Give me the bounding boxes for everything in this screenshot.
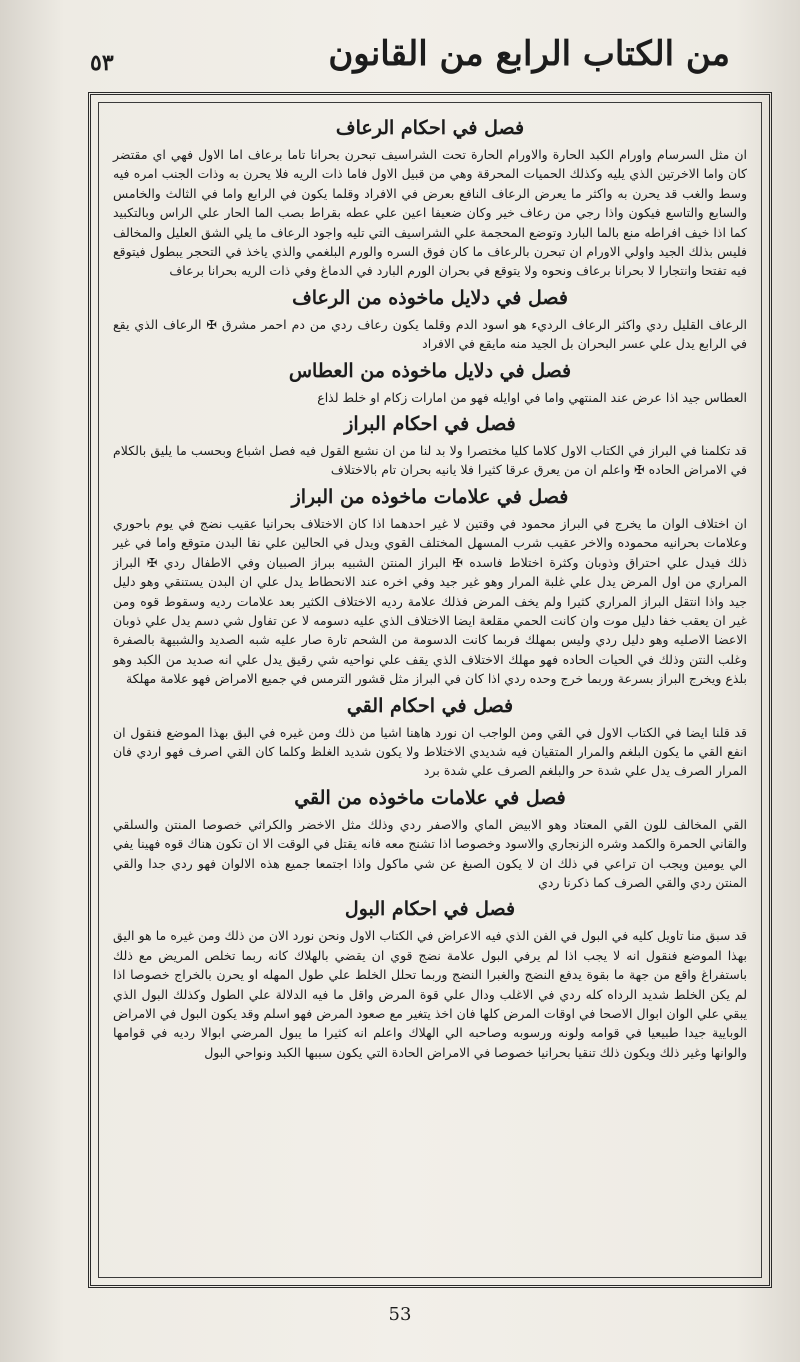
page-number: ٥٣ xyxy=(90,50,114,76)
section-heading: فصل في دلايل ماخوذه من العطاس xyxy=(288,359,572,382)
section-stool-signs xyxy=(113,484,747,689)
section-stool-rulings xyxy=(113,411,747,480)
section-heading: فصل في احكام البراز xyxy=(344,413,516,436)
running-head xyxy=(90,22,770,92)
section-paragraph: ان اختلاف الوان ما يخرج في البراز محمود في وقتين لا غير احدهما اذا كان الاختلاف بحرانيا عقيب نضج في يوم باحوري وعلامات بحرانيه محموده والاخر عقيب شرب المسهل المختلف القوي ويدل في الحالين علي نقا البدن متوقع واما في غير ذلك فيدل علي احتراق وذوبان وكثرة اختلاط فاسده ✠ البراز المنتن الشبيه ببراز الصبيان وفي الاطفال ردي ✠ البراز المراري من اول المرض يدل علي غلبة المرار وهو غير جيد وفي اخره عند الانحطاط يدل علي ان البدن يستنقي وهو دليل جيد واذا انتقل البراز المراري كثيرا ولم يخف المرض فذلك علامة رديه الاختلاف الكثير بعد علامات رديه وسقوط قوه ومن غير ان يعقب خفا دليل موت وان كانت الحمي مقلعة ايضا الاختلاف الذي عليه دسومه لا عن تفاول شي دسم يدل علي ذوبان الاعضا الاصليه وهو دليل ردي وليس بمهلك فربما كانت الدسومة من الشحم تارة صار عليه شبه الصديد والشبيهة بالصفرة وغلب النتن وذلك في الحيات الحاده فهو مهلك الاختلاف الذي يقف علي نواحيه شي رقيق يدل علي انه صديد من الكبد وهو بلذع ويخرج البراز بسرعة وربما خرج وحده ردي اذا كان في البراز مثل قشور الترمس في جميع الامراض فهو علامة مهلكة xyxy=(113,515,747,687)
section-paragraph: القي المخالف للون القي المعتاد وهو الابيض الماي والاصفر ردي وذلك مثل الاخضر والكراثي خصوصا المنتن والسلقي والقاني الحمرة والكمد وشره الزنجاري والاسود وخصوصا اذا تشنج معه فانه يقتل في الوقت الا ان تكون هناك قوه فهينا يفي الي يومين ويجب ان تراعي في ذلك ان لا يكون الصبغ عن شي ماكول واذا اجتمعا جميع هذه الالوان فهو ردي جدا والقي المنتن ردي والقي الصرف كما ذكرنا ردي xyxy=(113,816,747,890)
section-heading: فصل في احكام القي xyxy=(346,694,514,717)
section-paragraph: العطاس جيد اذا عرض عند المنتهي واما في اوايله فهو من امارات زكام او خلط لذاع xyxy=(317,389,747,405)
section-heading: فصل في علامات ماخوذه من القي xyxy=(294,786,566,809)
section-heading: فصل في احكام الرعاف xyxy=(335,117,525,139)
section-paragraph: قد قلنا ايضا في الكتاب الاول في القي ومن الواجب ان نورد هاهنا اشيا من ذلك ومن غيره في البق بهذا الموضع فنقول ان انفع القي ما يكون البلغم والمرار المتقيان فيه شديدي الاختلاط ولا يكون شديد الغلظ وكلما كان القي اصرف فهو اردي فان المرار الصرف يدل علي شدة حر والبلغم الصرف علي شدة برد xyxy=(113,724,747,779)
section-heading: فصل في علامات ماخوذه من البراز xyxy=(291,485,569,508)
section-nosebleed-signs xyxy=(113,285,747,354)
section-vomit-signs xyxy=(113,785,747,893)
section-nosebleed-rulings xyxy=(113,115,747,281)
section-heading: فصل في دلايل ماخوذه من الرعاف xyxy=(292,286,568,309)
section-paragraph: قد تكلمنا في البراز في الكتاب الاول كلاما كليا مختصرا ولا بد لنا من ان نشبع القول فيه فصل اشباع وبحسب ما يليق بالكلام في الامراض الحاده ✠ واعلم ان من يعرق عرقا كثيرا فلا يانيه بحران تام بالاختلاف xyxy=(113,443,747,478)
section-sneezing-signs xyxy=(113,358,747,407)
section-paragraph: قد سبق منا تاويل كليه في البول في الفن الذي فيه الاعراض في الكتاب الاول ونحن نورد الان من ذلك ومن غيره ما هو اليق بهذا الموضع فنقول انه لا يجب اذا لم يرفي البول علامة نضج قوي ان يقضي بالهلاك كانه ربما تخلص المريض مع ذلك باستفراغ واقع من جهة ما بقوة يدفع النضج والغبرا النضج وربما تحلل الخلط علي طول المهله او يحرن بالخراج خصوصا اذا لم يكن الخلط شديد الرداه كله ردي في الاغلب ودال علي قوة المرض واقل ما فيه الدلالة علي الطول وكذلك البول الذي يبقي علي الوان ابوال الاصحا في اوقات المرض كلها فان اخذ يتغير مع صعود المرض فهو اسلم وقد يكون البول في الامراض الوبايية جيدا طبيعيا في قوامه ولونه ورسوبه وصاحبه الي الهلاك واعلم انه كثيرا ما يبول المرضي ابوالا رديه في قوامها والوانها وغير ذلك ويكون ذلك تنقيا بحرانيا خصوصا في الامراض الحادة التي يكون سببها الكبد ونواحي البول xyxy=(113,928,747,1060)
section-vomit-rulings xyxy=(113,693,747,781)
section-urine-rulings xyxy=(113,896,747,1062)
page-title: من الكتاب الرابع من القانون xyxy=(328,34,730,74)
section-paragraph: ان مثل السرسام واورام الكبد الحارة والاورام الحارة تحت الشراسيف تبحرن بحرانا تاما برعاف اما الاول فهي اي مقتضر كان واما الاخرتين الذي يليه وكذلك الحميات المحرقة وهي من قبيل الاول فاما ذات الريه فلا يحرن به وذات الجنب امره فيه وسط والغب قد يحرن به واكثر ما يعرض الرعاف النافع بعرض في الافراد وقلما يكون في الرابع واما في الثالث والخامس والسابع والتاسع فيكون واذا رجي من رعاف خير وكان ضعيفا اعين علي عطه بقراط بصب الما الحار علي الراس وبالتكبيد كما اذا خيف افراطه منع بالما البارد وتوضع المحجمة علي الشراسيف التي تليه واجود الرعاف ما يلي الشق العليل والمخالف فليس بذلك الجيد واولي الاورام ان تبحرن بالرعاف ما كان فوق السره والورم البلغمي والذي ياخذ في التحجر يبطول فيتوقع فيه تفتحا وانتجارا لا بحرانا برعاف ونحوه ولا يتوقع في بحران الورم البارد في الدماغ وفي ذات الريه بحرانا برعاف xyxy=(113,147,747,279)
section-paragraph: الرعاف القليل ردي واكثر الرعاف الرديء هو اسود الدم وقلما يكون رعاف ردي من دم احمر مشرق ✠ الرعاف الذي يقع في الرابع يدل علي عسر البحران بل الجيد منه مايقع في الافراد xyxy=(113,316,747,352)
text-body xyxy=(98,102,762,1278)
text-frame xyxy=(88,92,772,1288)
section-heading: فصل في احكام البول xyxy=(344,898,516,921)
folio-number: 53 xyxy=(388,1304,412,1325)
